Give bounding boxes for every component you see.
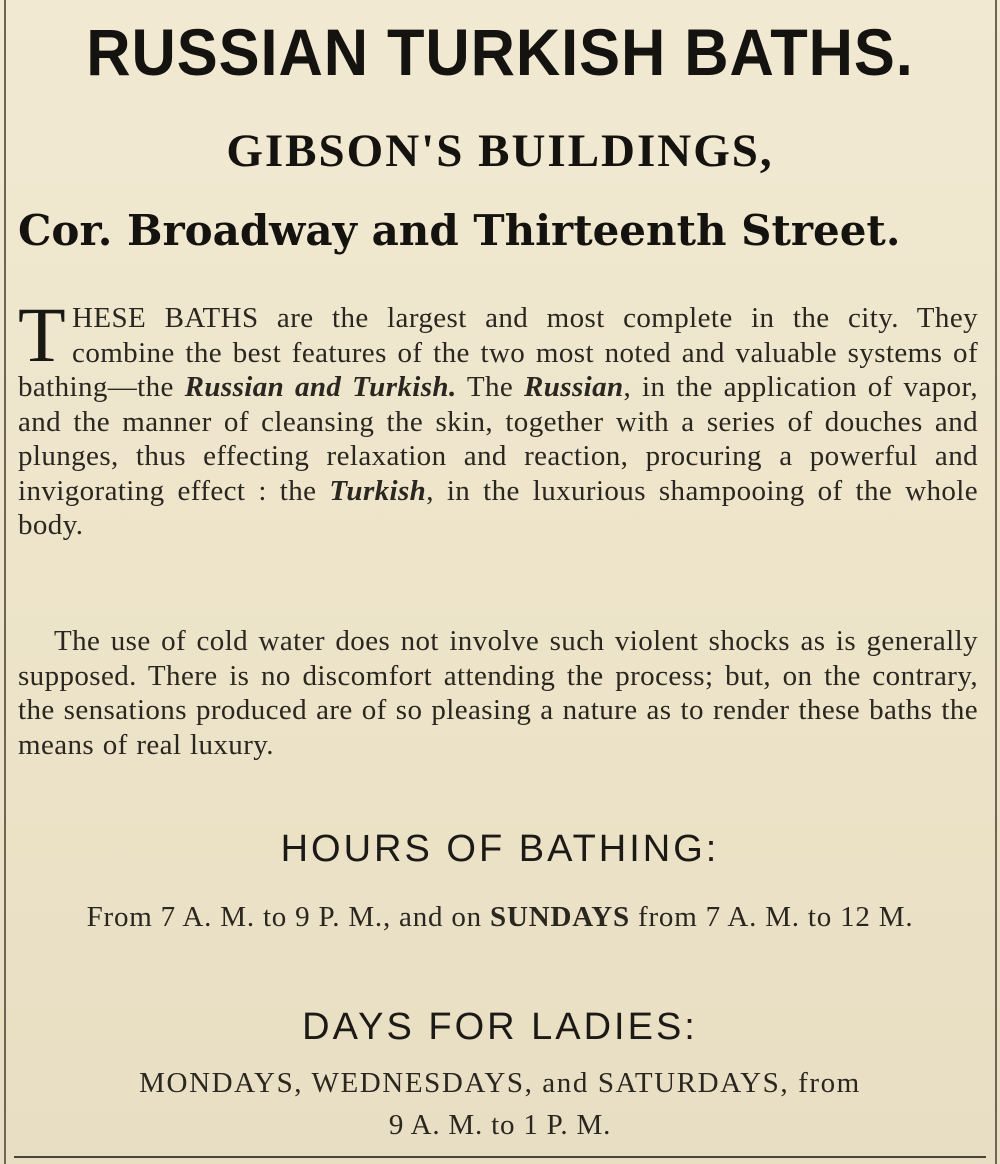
paragraph-1-italic-russian-turkish: Russian and Turkish. xyxy=(184,371,457,403)
description-paragraph-2: The use of cold water does not involve such violent shocks as is generally supposed. There is no discomfort attending the process; but, on the contrary, the sensations produced are of so pleasing a nature as to render these baths the means of real luxury. xyxy=(18,625,978,761)
address-line: Cor. Broadway and Thirteenth Street. xyxy=(18,206,901,255)
hours-text-part: From 7 A. M. to 9 P. M., and on xyxy=(86,901,491,933)
paragraph-1-text: HESE BATHS are the largest and most complete in the city. They combine the best features of the two most noted and valuable systems of bathing—the xyxy=(18,302,978,403)
ladies-days-line-1: MONDAYS, WEDNESDAYS, and SATURDAYS, from xyxy=(139,1067,861,1099)
paragraph-1-text: The xyxy=(456,371,525,403)
paragraph-1-text: , in the luxurious shampooing of the whole body. xyxy=(18,474,978,541)
paragraph-1-text: , in the application of vapor, and the manner of cleansing the skin, together with a series of douches and plunges, thus effecting relaxation and reaction, procuring a powerful and invigorating effect : the xyxy=(18,371,978,507)
paragraph-1-italic-russian: Russian xyxy=(524,371,624,403)
hours-text xyxy=(14,896,986,938)
sundays-label: SUNDAYS xyxy=(490,901,630,933)
hours-text-part: from 7 A. M. to 12 M. xyxy=(629,901,914,933)
ladies-heading: DAYS FOR LADIES: xyxy=(302,1006,698,1048)
ladies-days-text xyxy=(14,1062,986,1146)
subheadline: GIBSON'S BUILDINGS, xyxy=(226,125,774,177)
paragraph-1-italic-turkish: Turkish xyxy=(329,474,427,507)
ladies-days-line-2: 9 A. M. to 1 P. M. xyxy=(388,1109,612,1141)
bottom-border-rule xyxy=(14,1156,986,1158)
headline: RUSSIAN TURKISH BATHS. xyxy=(86,15,914,89)
description-paragraph-1 xyxy=(18,291,978,543)
drop-cap: T xyxy=(18,291,67,378)
hours-heading: HOURS OF BATHING: xyxy=(280,828,720,870)
